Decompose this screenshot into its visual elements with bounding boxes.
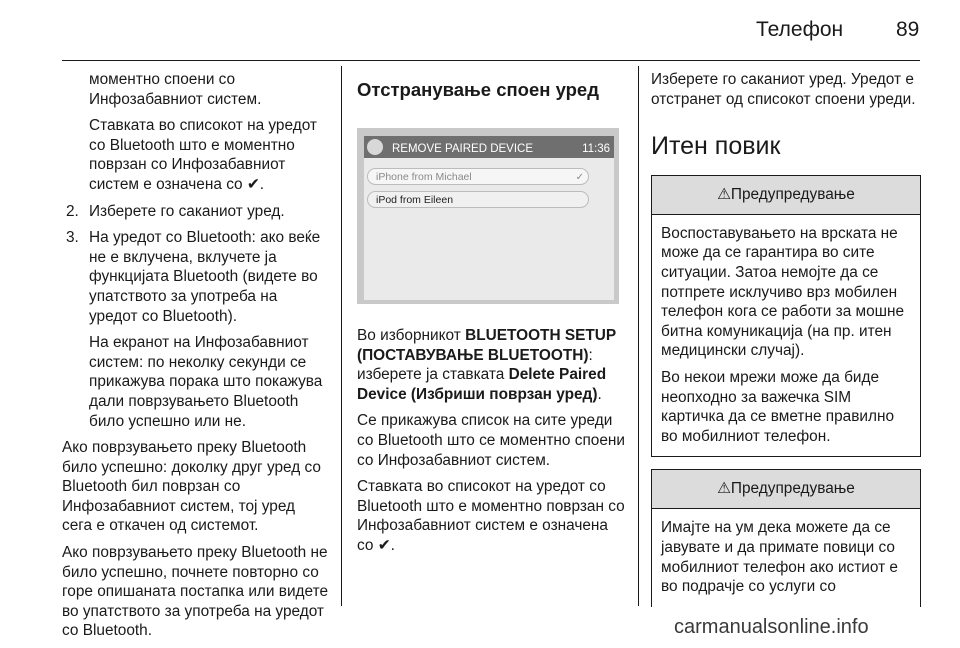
watermark: carmanualsonline.info (674, 616, 869, 638)
screen-title: REMOVE PAIRED DEVICE (392, 143, 534, 155)
paragraph: Имајте на ум дека можете да се јавувате и да примате повици со мобилниот телефон ако истиот е во подрачје со услуги со (661, 519, 898, 596)
screen-clock: 11:36 (582, 143, 610, 155)
paired-device-item[interactable] (367, 168, 589, 185)
device-name: iPhone from Michael (376, 171, 472, 183)
left-column (62, 70, 328, 648)
paragraph: Воспоставувањето на врската не може да се гарантира во сите ситуации. Затоа немојте да се потпрете исклучиво врз мобилен телефон кога се работи за мошне битна комуникација (на пр. итен медицински случај). (661, 224, 905, 360)
menu-item-name: Delete Paired Device (Избриши поврзан уред) (357, 366, 607, 403)
right-column (651, 70, 921, 619)
warning-title: ⚠Предупредување (652, 176, 920, 215)
warning-box (651, 469, 921, 606)
connected-check-icon: ✓ (575, 172, 584, 183)
text-run: . (597, 385, 602, 403)
warning-body (652, 509, 920, 606)
middle-column (357, 70, 625, 563)
paragraph: Ставката во списокот на уредот со Bluetooth што е моментно поврзан со Инфозабавниот систем е означена со ✔. (89, 117, 317, 193)
device-name: iPod from Eileen (376, 194, 454, 206)
warning-title: ⚠Предупредување (652, 470, 920, 509)
list-item-text: Изберете го саканиот уред. (89, 202, 285, 220)
warning-box (651, 175, 921, 458)
menu-name: BLUETOOTH SETUP (ПОСТАВУВАЊЕ BLUETOOTH) (357, 327, 616, 364)
paragraph: Ако поврзувањето преку Bluetooth не било успешно, почнете повторно со горе опишаната постапка или видете во упатството за употреба на уредот со Bluetooth. (62, 544, 329, 640)
list-item (62, 202, 328, 222)
infotainment-screenshot (357, 128, 619, 304)
paragraph: Ако поврзувањето преку Bluetooth било успешно: доколку друг уред со Bluetooth бил поврзан со Инфозабавниот систем, тој уред сега е откачен од системот. (62, 439, 321, 535)
menu-disc-icon (367, 139, 383, 155)
header-rule (62, 60, 920, 61)
paragraph: моментно споени со Инфозабавниот систем. (89, 71, 262, 108)
list-item (62, 228, 328, 326)
list-number: 2. (66, 202, 79, 220)
page-header-title: Телефон (756, 18, 844, 41)
paragraph: Се прикажува список на сите уреди со Bluetooth што се моментно споени со Инфозабавниот систем. (357, 412, 626, 469)
paired-device-item[interactable] (367, 191, 589, 208)
section-heading: Итен повик (651, 132, 781, 161)
warning-body (652, 215, 920, 457)
text-run: Во изборникот (357, 327, 466, 344)
paragraph (357, 326, 625, 404)
text-run: : изберете ја ставката (357, 346, 593, 384)
paragraph: Ставката во списокот на уредот со Bluetooth што е моментно поврзан со Инфозабавниот систем е означена со ✔. (357, 478, 625, 554)
screen-display (364, 136, 614, 300)
list-number: 3. (66, 229, 79, 247)
column-divider (341, 66, 342, 606)
column-divider (638, 66, 639, 606)
section-heading: Отстранување споен уред (357, 79, 599, 100)
paragraph: Во некои мрежи може да биде неопходно за важечка SIM картичка да се вметне правилно во мобилниот телефон. (661, 368, 895, 445)
paragraph: На екранот на Инфозабавниот систем: по неколку секунди се прикажува порака што покажува дали поврзувањето Bluetooth било успешно или не. (89, 334, 323, 430)
page-number: 89 (896, 18, 920, 41)
list-item-text: На уредот со Bluetooth: ако веќе не е вклучена, вклучете ја функцијата Bluetooth (видете во упатството за употреба на уредот со Bluetooth). (89, 229, 321, 325)
paragraph: Изберете го саканиот уред. Уредот е отстранет од списокот споени уреди. (651, 71, 916, 108)
screen-title-bar (364, 136, 614, 158)
